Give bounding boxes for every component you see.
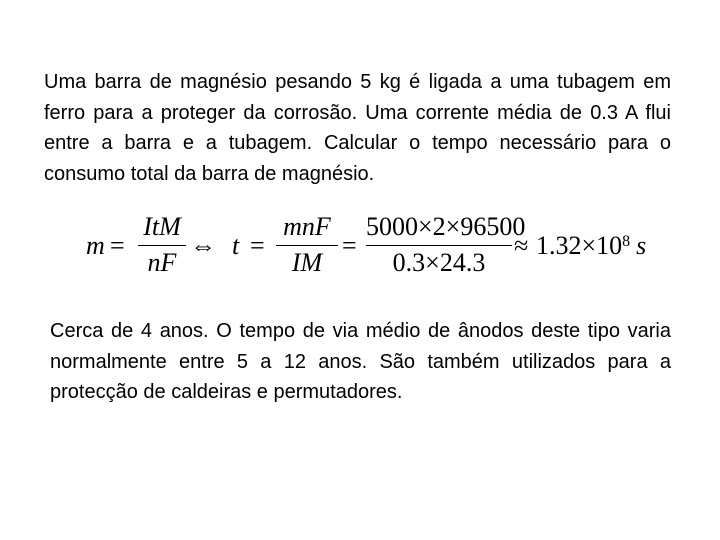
fraction-denominator: 0.3×24.3 xyxy=(392,248,486,277)
fraction-denominator: IM xyxy=(291,248,323,277)
result-exponent: 8 xyxy=(622,233,631,250)
fraction-bar xyxy=(366,245,512,246)
fraction-numerator: 5000×2×96500 xyxy=(366,212,526,241)
fraction-bar xyxy=(276,245,338,246)
fraction-denominator: nF xyxy=(147,248,177,277)
note-paragraph: Cerca de 4 anos. O tempo de via médio de ânodos deste tipo varia normalmente entre 5 a 12 anos. São também utilizados para a protecção de caldeiras e permutadores. xyxy=(50,320,671,403)
problem-statement: Uma barra de magnésio pesando 5 kg é ligada a uma tubagem em ferro para a proteger da corrosão. Uma corrente média de 0.3 A flui entre a barra e a tubagem. Calcular o tempo necessário para o consumo total da barra de magnésio. xyxy=(44,71,671,185)
fraction-itm-nf xyxy=(138,206,186,286)
formula-t: t xyxy=(232,231,240,260)
formula-result xyxy=(536,206,646,286)
formula-equals-3: = xyxy=(342,231,357,260)
formula-approx: ≈ xyxy=(514,231,529,260)
result-unit: s xyxy=(636,231,647,260)
formula xyxy=(86,206,686,286)
fraction-numerator: ItM xyxy=(143,212,181,241)
formula-equals-1: = xyxy=(110,231,125,260)
result-mantissa: 1.32×10 xyxy=(536,231,623,260)
fraction-mnf-im xyxy=(276,206,338,286)
formula-equals-2: = xyxy=(250,231,265,260)
fraction-bar xyxy=(138,245,186,246)
formula-m: m xyxy=(86,231,105,260)
fraction-numeric xyxy=(366,206,526,286)
formula-iff-arrow: ⇔ xyxy=(190,231,216,260)
fraction-numerator: mnF xyxy=(283,212,331,241)
